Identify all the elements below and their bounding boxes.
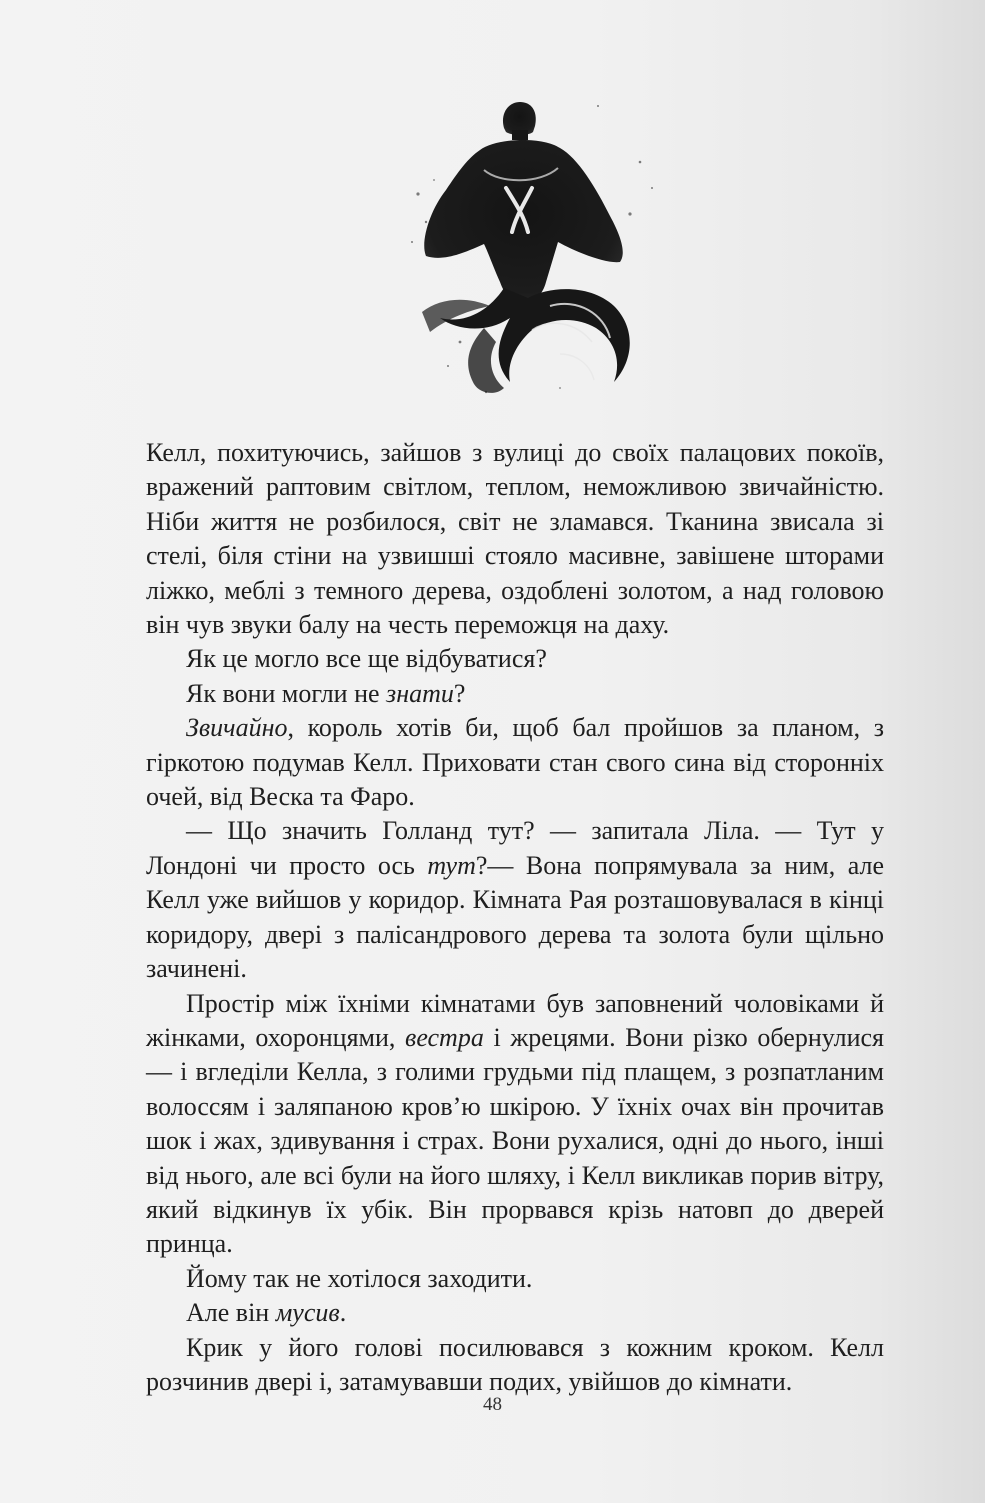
italic-word: вестра [405, 1022, 484, 1052]
paragraph: Але він мусив. [186, 1298, 347, 1328]
italic-word: тут [427, 850, 476, 880]
cloaked-figure-illustration [400, 92, 670, 400]
body-text [146, 436, 884, 1399]
paragraph: Як це могло все ще відбуватися? [186, 644, 547, 674]
paragraph: Як вони могли не знати? [186, 678, 466, 708]
paragraph: Йому так не хотілося заходити. [186, 1263, 533, 1293]
paragraph: Звичайно, король хотів би, щоб бал пройшов за планом, з гіркотою подумав Келл. Приховати стан свого сина від сторонніх очей, від Веска та Фаро. [146, 713, 884, 812]
paragraph: Келл, похитуючись, зайшов з вулиці до своїх палацових покоїв, вражений раптовим світлом, теплом, неможливою звичайністю. Ніби життя не розбилося, світ не зламався. Тканина звисала зі стелі, біля стіни на узвишші стояло масивне, завішене шторами ліжко, меблі з темного дерева, оздоблені золотом, а над головою він чув звуки балу на честь переможця на даху. [146, 438, 884, 640]
italic-word: знати [386, 678, 454, 708]
paragraph: Простір між їхніми кімнатами був заповнений чоловіками й жінками, охоронцями, вестра і жрецями. Вони різко обернулися — і вгледіли Келла, з голими грудьми під плащем, з розпатланим волоссям і заляпаною кров’ю шкірою. У їхніх очах він прочитав шок і жах, здивування і страх. Вони рухалися, одні до нього, інші від нього, але всі були на його шляху, і Келл викликав порив вітру, який відкинув їх убік. Він прорвався крізь натовп до дверей принца. [146, 988, 885, 1259]
paragraph: Крик у його голові посилювався з кожним кроком. Келл розчинив двері і, затамувавши подих, увійшов до кімнати. [146, 1332, 884, 1396]
paragraph: — Що значить Голланд тут? — запитала Ліла. — Тут у Лондоні чи просто ось тут?— Вона попрямувала за ним, але Келл уже вийшов у коридор. Кімната Рая розташовувалася в кінці коридору, двері з палісандрового дерева та золота були щільно зачинені. [146, 816, 884, 984]
italic-word: мусив [275, 1298, 340, 1328]
italic-word: Звичайно [186, 713, 288, 743]
page-number: 48 [483, 1394, 502, 1415]
